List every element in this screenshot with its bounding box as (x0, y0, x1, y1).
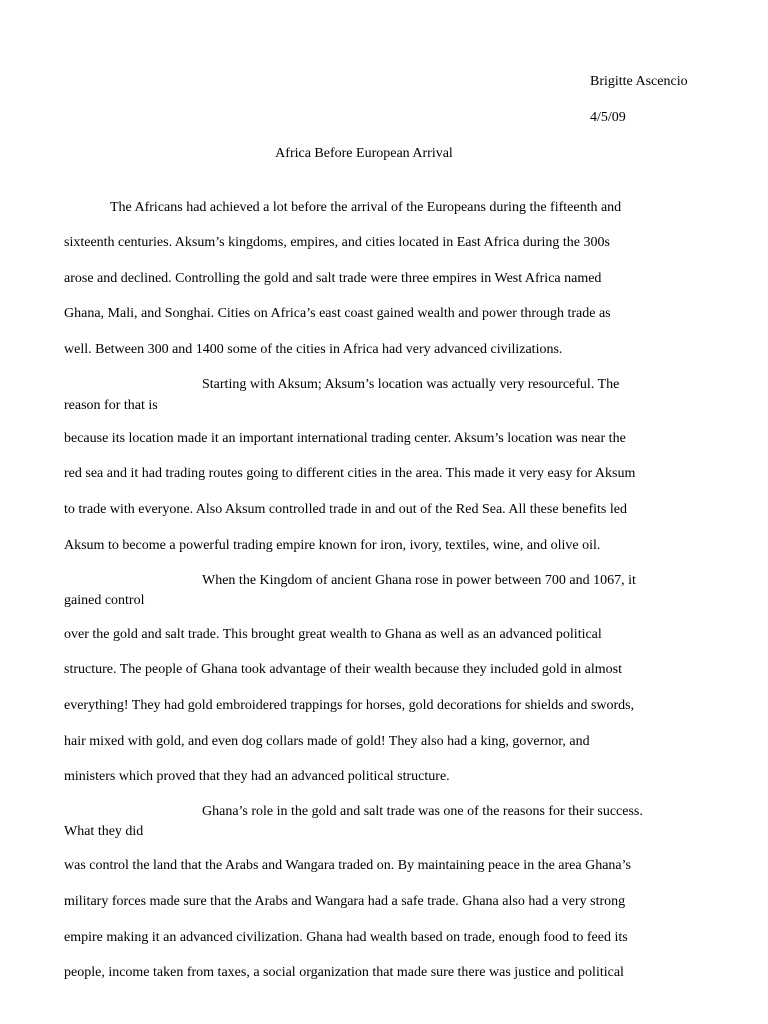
body-line: hair mixed with gold, and even dog collars made of gold! They also had a king, governor, and (64, 734, 590, 749)
body-line: red sea and it had trading routes going to different cities in the area. This made it very easy for Aksum (64, 466, 636, 481)
body-line: sixteenth centuries. Aksum’s kingdoms, empires, and cities located in East Africa during the 300s (64, 235, 610, 250)
body-line: over the gold and salt trade. This brought great wealth to Ghana as well as an advanced political (64, 627, 602, 642)
body-line: gained control (64, 593, 145, 608)
body-line: everything! They had gold embroidered trappings for horses, gold decorations for shields and swords, (64, 698, 635, 713)
body-line: When the Kingdom of ancient Ghana rose in power between 700 and 1067, it (202, 573, 636, 588)
body-line: well. Between 300 and 1400 some of the cities in Africa had very advanced civilizations. (64, 342, 563, 357)
body-line: Starting with Aksum; Aksum’s location was actually very resourceful. The (202, 377, 620, 392)
body-line: Aksum to become a powerful trading empire known for iron, ivory, textiles, wine, and olive oil. (64, 538, 601, 553)
body-line: people, income taken from taxes, a social organization that made sure there was justice and political (64, 965, 624, 980)
body-line: ministers which proved that they had an advanced political structure. (64, 769, 450, 784)
body-line: was control the land that the Arabs and Wangara traded on. By maintaining peace in the area Ghana’s (64, 858, 631, 873)
document-title: Africa Before European Arrival (275, 146, 453, 161)
body-line: because its location made it an important international trading center. Aksum’s location was near the (64, 431, 626, 446)
author-name: Brigitte Ascencio (590, 74, 688, 89)
body-line: reason for that is (64, 398, 158, 413)
body-line: arose and declined. Controlling the gold and salt trade were three empires in West Africa named (64, 271, 602, 286)
body-line: empire making it an advanced civilization. Ghana had wealth based on trade, enough food to feed its (64, 930, 628, 945)
body-line: Ghana’s role in the gold and salt trade was one of the reasons for their success. (202, 804, 643, 819)
body-line: to trade with everyone. Also Aksum controlled trade in and out of the Red Sea. All these benefits led (64, 502, 627, 517)
document-date: 4/5/09 (590, 110, 626, 125)
body-line: What they did (64, 824, 144, 839)
body-line: Ghana, Mali, and Songhai. Cities on Africa’s east coast gained wealth and power through trade as (64, 306, 611, 321)
body-line: structure. The people of Ghana took advantage of their wealth because they included gold in almost (64, 662, 623, 677)
body-line: The Africans had achieved a lot before the arrival of the Europeans during the fifteenth and (110, 200, 622, 215)
body-line: military forces made sure that the Arabs and Wangara had a safe trade. Ghana also had a very strong (64, 894, 626, 909)
